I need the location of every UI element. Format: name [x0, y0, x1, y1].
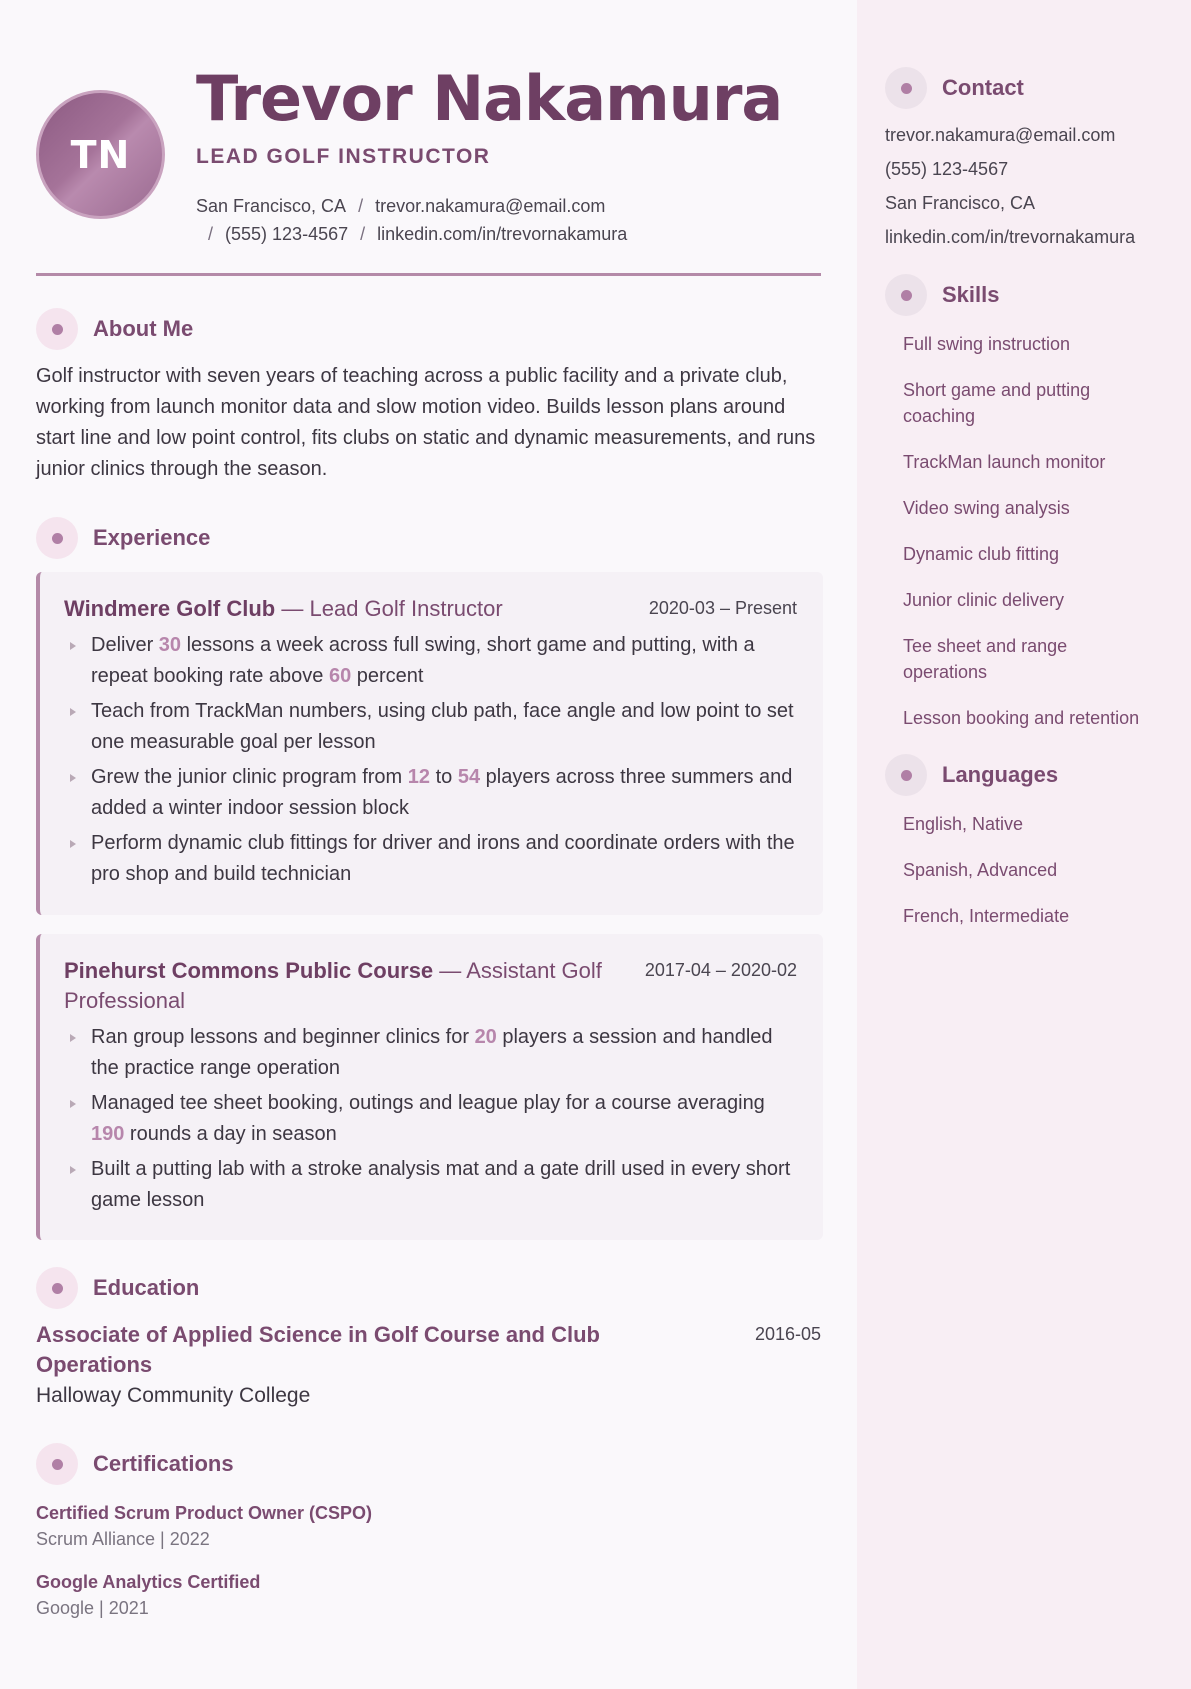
- dash: —: [275, 596, 310, 621]
- education-section-header: [36, 1267, 199, 1309]
- certifications-list: [36, 1500, 372, 1638]
- certification-item: [36, 1500, 372, 1552]
- bullet-text: players across three summers and added a winter indoor session block: [91, 766, 793, 819]
- languages-list: [885, 811, 1155, 929]
- languages-section-header: [885, 753, 1155, 797]
- job-bullet: [64, 762, 797, 824]
- bullet-text: Grew the junior clinic program from: [91, 766, 408, 788]
- job-bullet: [64, 1154, 797, 1216]
- contact-email-link[interactable]: trevor.nakamura@email.com: [885, 125, 1116, 145]
- section-bullet-icon: [885, 274, 927, 316]
- job-title: [64, 956, 604, 1016]
- language-item: English, Native: [903, 814, 1024, 834]
- job-bullet: [64, 828, 797, 890]
- highlight-number: 190: [91, 1123, 125, 1145]
- job-card: [36, 934, 823, 1240]
- skill-item: Video swing analysis: [903, 498, 1070, 518]
- job-bullets: [64, 630, 797, 890]
- job-position: Lead Golf Instructor: [309, 596, 503, 621]
- skill-item: Lesson booking and retention: [903, 708, 1140, 728]
- certification-name: Google Analytics Certified: [36, 1572, 261, 1592]
- bullet-text: Deliver: [91, 634, 159, 656]
- highlight-number: 20: [474, 1026, 497, 1048]
- section-bullet-icon: [885, 67, 927, 109]
- section-title: Contact: [942, 75, 1024, 100]
- job-bullets: [64, 1022, 797, 1216]
- skill-item: Tee sheet and range operations: [903, 636, 1068, 682]
- header-linkedin-link[interactable]: linkedin.com/in/trevornakamura: [377, 224, 628, 244]
- header-phone: (555) 123-4567: [225, 224, 349, 244]
- job-card: [36, 572, 823, 915]
- education-entry: [36, 1320, 821, 1408]
- section-bullet-icon: [885, 754, 927, 796]
- section-title: Certifications: [93, 1451, 234, 1476]
- highlight-number: 12: [407, 766, 431, 788]
- bullet-text: players a session and handled the practice range operation: [91, 1026, 773, 1079]
- bullet-arrow-icon: [70, 1100, 76, 1108]
- job-bullet: [64, 696, 797, 758]
- certification-item: [36, 1569, 372, 1621]
- separator: /: [208, 224, 214, 244]
- bullet-arrow-icon: [70, 840, 76, 848]
- header-location: San Francisco, CA: [196, 196, 347, 216]
- section-title: About Me: [93, 316, 194, 341]
- bullet-arrow-icon: [70, 774, 76, 782]
- avatar: TN: [36, 90, 165, 219]
- section-title: Skills: [942, 282, 1000, 307]
- main-column: [36, 0, 821, 1618]
- contact-section-header: [885, 66, 1155, 110]
- language-item: French, Intermediate: [903, 906, 1070, 926]
- section-bullet-icon: [36, 308, 78, 350]
- section-bullet-icon: [36, 1443, 78, 1485]
- section-bullet-icon: [36, 517, 78, 559]
- highlight-number: 30: [158, 634, 182, 656]
- skill-item: Full swing instruction: [903, 334, 1071, 354]
- experience-section-header: [36, 517, 210, 559]
- contact-location: San Francisco, CA: [885, 193, 1036, 213]
- contact-linkedin-link[interactable]: linkedin.com/in/trevornakamura: [885, 227, 1136, 247]
- degree: Associate of Applied Science in Golf Course and Club Operations: [36, 1322, 600, 1377]
- job-bullet: [64, 1088, 797, 1150]
- section-title: Education: [93, 1275, 200, 1300]
- bullet-arrow-icon: [70, 1166, 76, 1174]
- skill-item: Dynamic club fitting: [903, 544, 1060, 564]
- section-bullet-icon: [36, 1267, 78, 1309]
- contact-section: [885, 66, 1155, 251]
- separator: /: [360, 224, 366, 244]
- education-date: 2016-05: [754, 1324, 821, 1344]
- bullet-text: Built a putting lab with a stroke analysis mat and a gate drill used in every short game lesson: [91, 1158, 791, 1211]
- sidebar: [857, 0, 1191, 1689]
- language-item: Spanish, Advanced: [903, 860, 1058, 880]
- skills-section-header: [885, 273, 1155, 317]
- job-dates: 2017-04 – 2020-02: [644, 960, 797, 980]
- header-email-link[interactable]: trevor.nakamura@email.com: [375, 196, 606, 216]
- skill-item: Junior clinic delivery: [903, 590, 1065, 610]
- job-position: Assistant Golf Professional: [64, 958, 602, 1013]
- bullet-text: Perform dynamic club fittings for driver and irons and coordinate orders with the pro shop and build technician: [91, 832, 795, 885]
- contact-list: [885, 122, 1155, 251]
- job-title: [64, 594, 604, 624]
- certification-meta: Scrum Alliance | 2022: [36, 1529, 210, 1549]
- bullet-text: Managed tee sheet booking, outings and league play for a course averaging: [91, 1092, 765, 1114]
- resume-header: [36, 0, 821, 276]
- about-section-header: [36, 308, 193, 350]
- job-role: LEAD GOLF INSTRUCTOR: [196, 145, 491, 168]
- bullet-text: rounds a day in season: [124, 1123, 337, 1145]
- certification-meta: Google | 2021: [36, 1598, 149, 1618]
- job-bullet: [64, 1022, 797, 1084]
- bullet-arrow-icon: [70, 642, 76, 650]
- section-title: Languages: [942, 762, 1059, 787]
- skill-item: Short game and putting coaching: [903, 380, 1091, 426]
- bullet-text: Teach from TrackMan numbers, using club path, face angle and low point to set one measurable goal per lesson: [91, 700, 794, 753]
- company-name: Pinehurst Commons Public Course: [64, 958, 434, 983]
- bullet-text: percent: [351, 665, 424, 687]
- highlight-number: 54: [457, 766, 481, 788]
- bullet-text: Ran group lessons and beginner clinics for: [91, 1026, 475, 1048]
- school-name: Halloway Community College: [36, 1384, 311, 1407]
- job-dates: 2020-03 – Present: [648, 598, 797, 618]
- separator: /: [358, 196, 364, 216]
- bullet-arrow-icon: [70, 708, 76, 716]
- skills-list: [885, 331, 1155, 731]
- skill-item: TrackMan launch monitor: [903, 452, 1106, 472]
- about-text: Golf instructor with seven years of teaching across a public facility and a private club, working from launch monitor data and slow motion video. Builds lesson plans around start line and low point control, fits clubs on static and dynamic measurements, and runs junior clinics through the season.: [36, 365, 816, 480]
- bullet-text: to: [430, 766, 458, 788]
- certifications-section-header: [36, 1443, 234, 1485]
- bullet-text: lessons a week across full swing, short game and putting, with a repeat booking rate above: [91, 634, 755, 687]
- highlight-number: 60: [328, 665, 352, 687]
- job-bullet: [64, 630, 797, 692]
- candidate-name: Trevor Nakamura: [196, 62, 783, 135]
- bullet-arrow-icon: [70, 1034, 76, 1042]
- certification-name: Certified Scrum Product Owner (CSPO): [36, 1503, 373, 1523]
- section-title: Experience: [93, 525, 211, 550]
- header-contact-line: [196, 192, 736, 248]
- skills-section: [885, 273, 1155, 731]
- languages-section: [885, 753, 1155, 929]
- company-name: Windmere Golf Club: [64, 596, 276, 621]
- contact-phone: (555) 123-4567: [885, 159, 1009, 179]
- dash: —: [433, 958, 467, 983]
